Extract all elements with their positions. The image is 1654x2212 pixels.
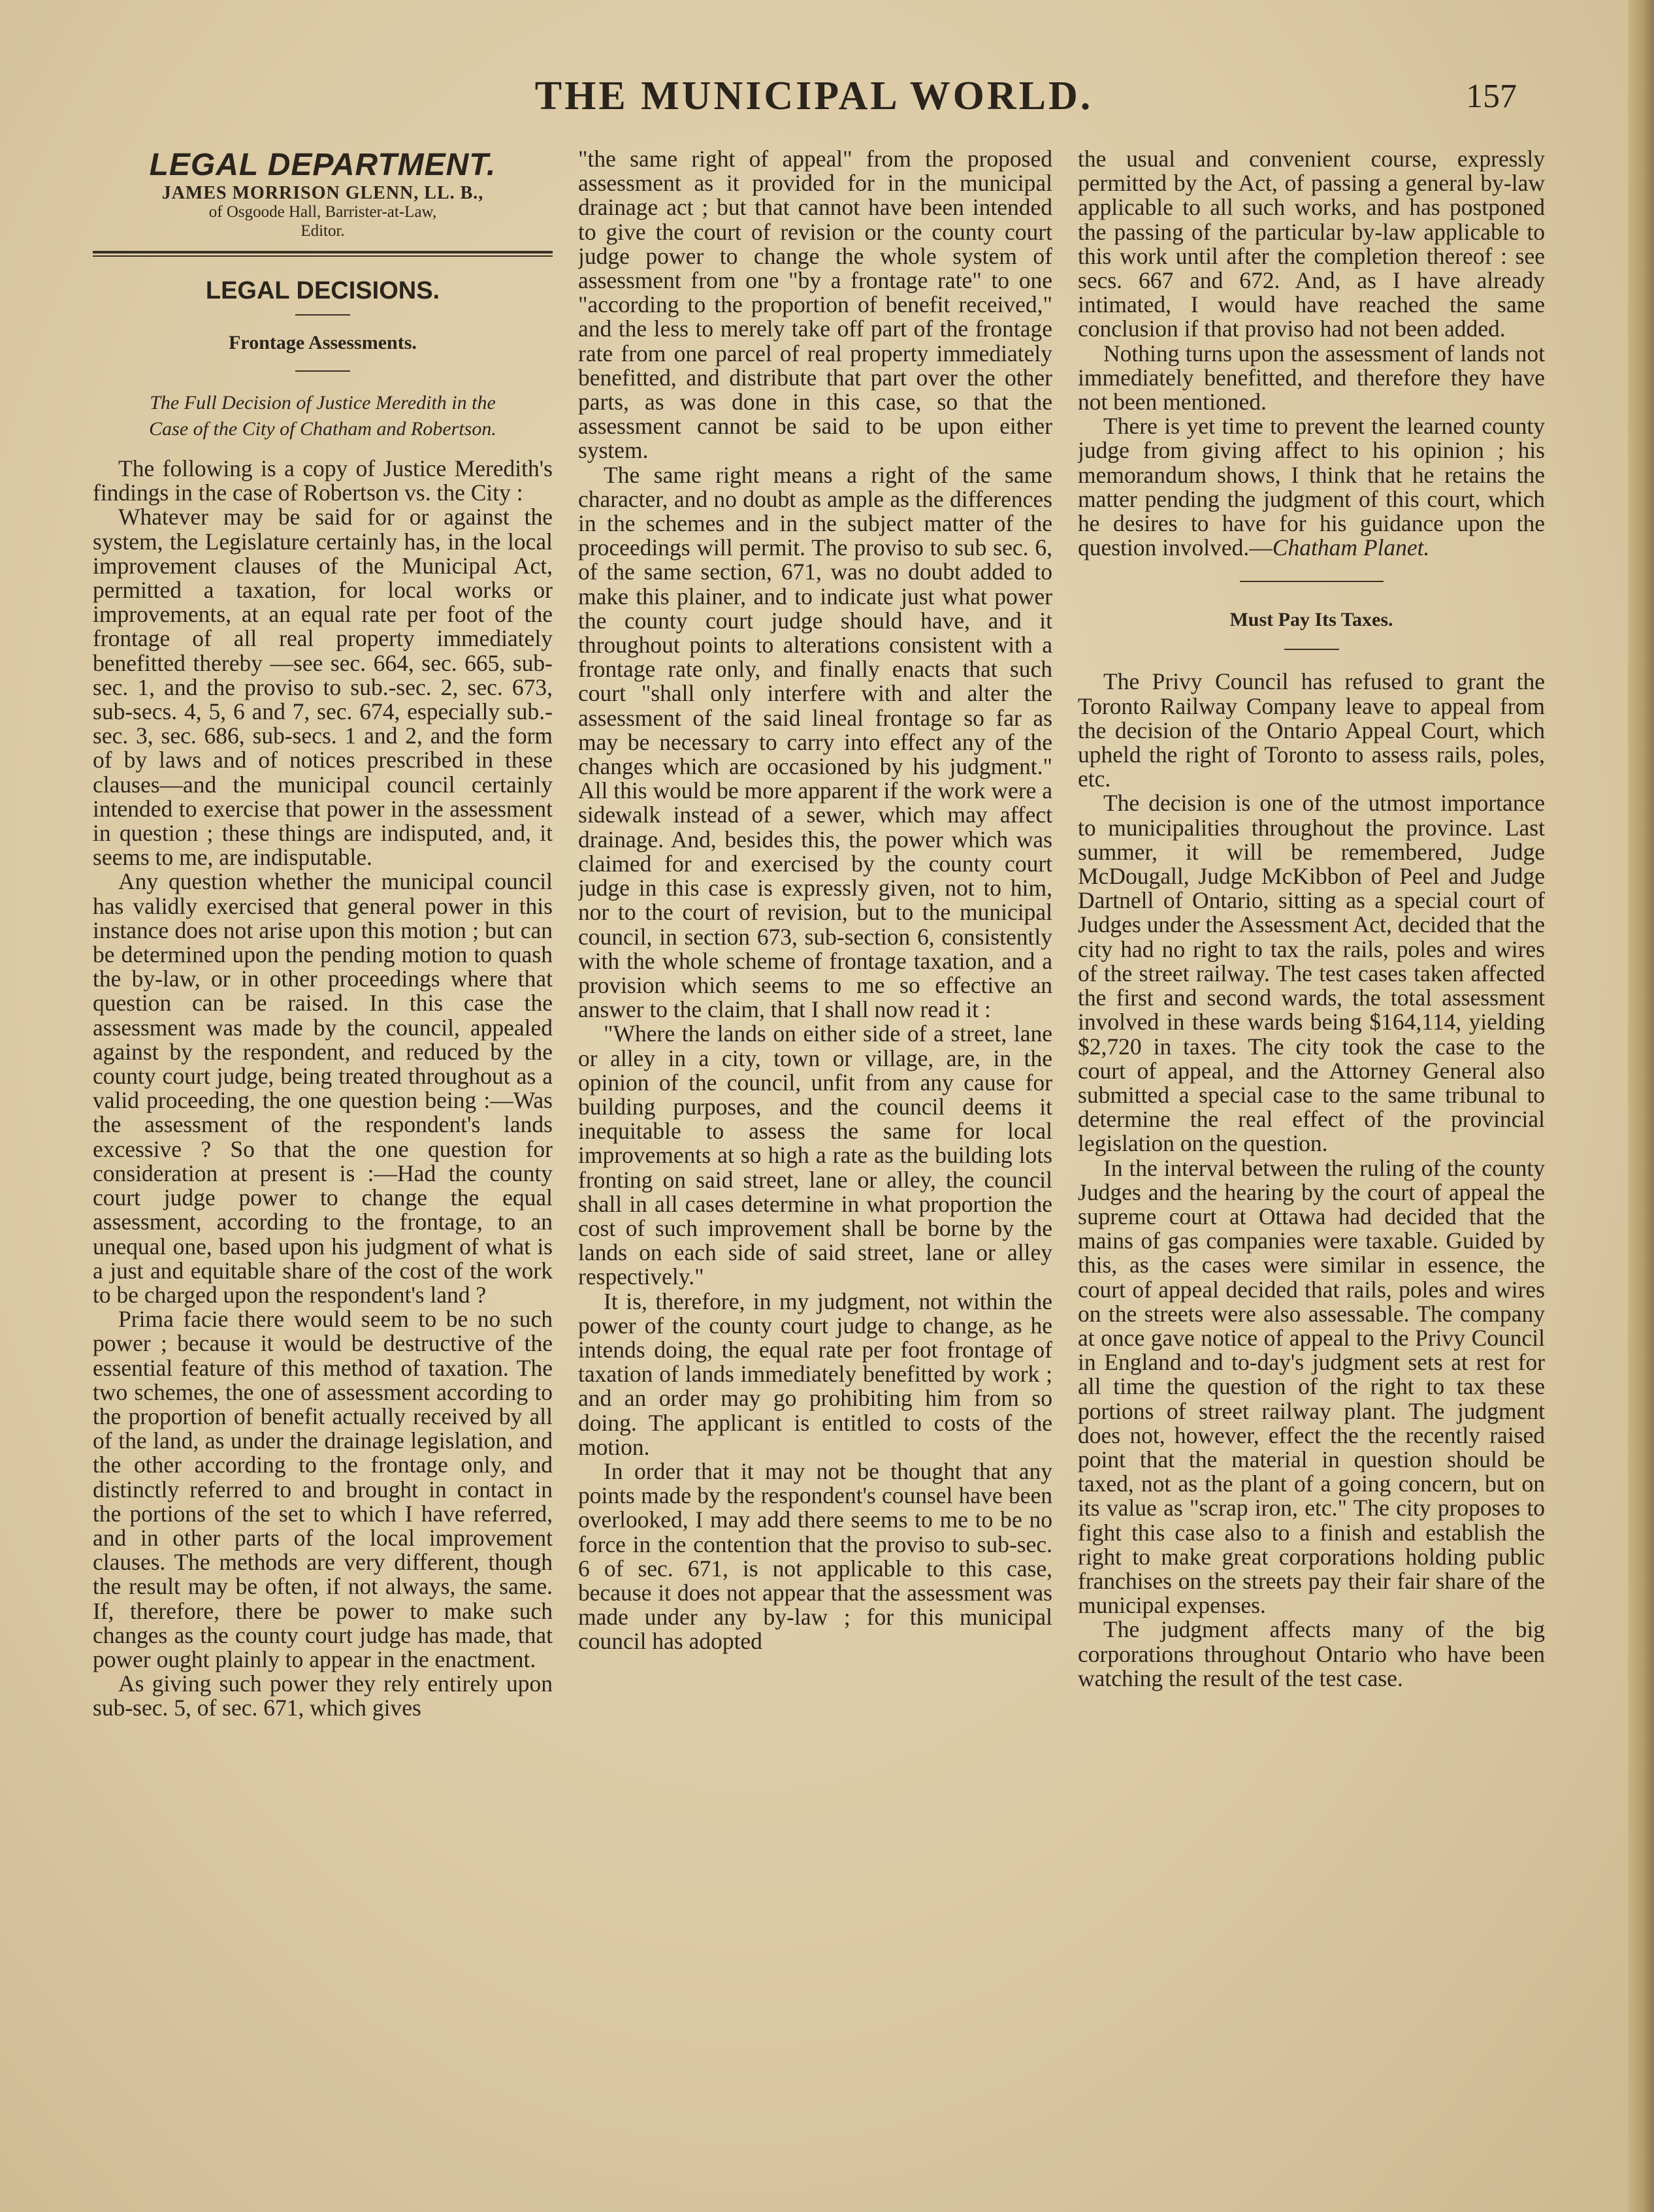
- paragraph: In the interval between the ruling of the county Judges and the hearing by the court of appeal the supreme court at Ottawa had decided that the mains of gas companies were taxable. Guided by this, as the cases were similar in essence, the court of appeal decided that rails, poles and wires on the streets were also assessable. The company at once gave notice of appeal to the Privy Council in England and to-day's judgment sets at rest for all time the question of the right to tax these portions of street railway plant. The judgment does not, however, effect the the recently raised point that the material in question should be taxed, not as the plant of a going concern, but on its value as "scrap iron, etc." The city proposes to fight this case also to a finish and establish the right to make great corporations holding public franchises on the streets pay their fair share of the municipal expenses.: [1078, 1154, 1545, 1619]
- running-head: [0, 73, 1628, 125]
- page-spine-edge: [1628, 0, 1654, 2212]
- paragraph: the usual and convenient course, expressly permitted by the Act, of passing a general by-law applicable to all such works, and has postponed the passing of the particular by-law applicable to this work until after the completion thereof : see secs. 667 and 672. And, as I have already intimated, I would have reached the same conclusion if that proviso had not been added.: [1078, 147, 1545, 342]
- source-credit: Chatham Planet.: [1272, 534, 1430, 561]
- paragraph-text: There is yet time to prevent the learned county judge from giving affect to his opinion ; his memorandum shows, I think that he retains the matter pending the judgment of this court, which he desires to have for his guidance upon the question involved.—: [1078, 413, 1545, 561]
- double-rule-divider: [93, 251, 553, 257]
- paragraph: The judgment affects many of the big corporations throughout Ontario who have been watching the result of the test case.: [1078, 1616, 1545, 1691]
- paragraph: Prima facie there would seem to be no such power ; because it would be destructive of the essential feature of this method of taxation. The two schemes, the one of assessment according to the proportion of benefit actually received by all of the land, as under the drainage legislation, and the other according to the frontage only, and distinctly referred to and brought in contact in the portions of the set to which I have referred, and in other parts of the local improvement clauses. The methods are very different, though the result may be often, if not always, the same. If, therefore, there be power to make such changes as the county court judge has made, that power ought plainly to appear in the enactment.: [93, 1306, 553, 1672]
- paragraph: "the same right of appeal" from the proposed assessment as it provided for in the municipal drainage act ; but that cannot have been intended to give the court of revision or the county court judge power to change the whole system of assessment from one "by a frontage rate" to one "according to the proportion of benefit received," and the less to merely take off part of the frontage rate from one parcel of real property immediately benefitted, and distribute that part over the other parts, as was done in this case, so that the assessment cannot be said to be upon either system.: [578, 147, 1052, 464]
- article-deck-line: The Full Decision of Justice Meredith in the: [150, 392, 496, 414]
- paragraph: In order that it may not be thought that any points made by the respondent's counsel have been overlooked, I may add there seems to me to be no force in the contention that the proviso to sub-sec. 6 of sec. 671, is not applicable to this case, because it does not appear that the assessment was made under any by-law ; for this municipal council has adopted: [578, 1457, 1052, 1655]
- rule-divider: [1240, 581, 1384, 582]
- article-subhead: Must Pay Its Taxes.: [1229, 609, 1393, 631]
- paragraph: The following is a copy of Justice Meredith's findings in the case of Robertson vs. the City :: [93, 455, 553, 506]
- editor-affiliation: of Osgoode Hall, Barrister-at-Law,: [208, 203, 437, 221]
- section-title: LEGAL DECISIONS.: [205, 277, 440, 304]
- column-2: [578, 147, 1052, 2153]
- paragraph: Nothing turns upon the assessment of lands not immediately benefitted, and therefore they have not been mentioned.: [1078, 340, 1545, 415]
- short-rule: [295, 370, 350, 372]
- journal-title: THE MUNICIPAL WORLD.: [534, 74, 1094, 118]
- department-title: LEGAL DEPARTMENT.: [149, 148, 496, 182]
- editor-name: JAMES MORRISON GLENN, LL. B.,: [161, 183, 484, 203]
- article-deck-line: Case of the City of Chatham and Robertson.: [149, 418, 496, 440]
- article-subhead: Frontage Assessments.: [229, 332, 417, 353]
- paragraph: Whatever may be said for or against the system, the Legislature certainly has, in the local improvement clauses of the Municipal Act, permitted a taxation, for local works or improvements, at an equal rate per foot of the frontage of all real property immediately benefitted thereby —see sec. 664, sec. 665, sub-sec. 1, and the proviso to sub.-sec. 2, sec. 673, sub-secs. 4, 5, 6 and 7, sec. 674, especially sub.-sec. 3, sec. 686, sub-secs. 1 and 2, and the form of by laws and of notices prescribed in these clauses—and the municipal council certainly intended to exercise that power in the assessment in question ; these things are indisputed, and, it seems to me, are indisputable.: [93, 504, 553, 871]
- paragraph: [1078, 414, 1545, 560]
- column-1: [93, 147, 553, 2153]
- paragraph: As giving such power they rely entirely upon sub-sec. 5, of sec. 671, which gives: [93, 1670, 553, 1721]
- paragraph: "Where the lands on either side of a street, lane or alley in a city, town or village, are, in the opinion of the council, unfit from any cause for building purposes, and the council deems it inequitable to assess the same for local improvements at so high a rate as the building lots fronting on said street, lane or alley, the council shall in all cases determine in what proportion the cost of such improvement shall be borne by the lands on each side of said street, lane or alley respectively.": [578, 1020, 1052, 1290]
- short-rule: [295, 314, 350, 316]
- short-rule: [1284, 649, 1339, 650]
- paragraph: The same right means a right of the same character, and no doubt as ample as the differences in the schemes and in the subject matter of the proceedings will permit. The proviso to sub sec. 6, of the same section, 671, was no doubt added to make this plainer, and to indicate just what power the county court judge should have, and it throughout points to alterations consistent with a frontage rate only, and finally enacts that such court "shall only interfere with and alter the assessment of the said lineal frontage so far as may be necessary to carry into effect any of the changes which are occasioned by his judgment." All this would be more apparent if the work were a sidewalk instead of a sewer, which may affect drainage. And, besides this, the power which was claimed for and exercised by the county court judge in this case is expressly given, not to him, nor to the court of revision, but to the municipal council, in section 673, sub-section 6, consistently with the whole scheme of frontage taxation, and a provision which seems to me so effective an answer to the claim, that I shall now read it :: [578, 461, 1052, 1023]
- paragraph: It is, therefore, in my judgment, not within the power of the county court judge to change, as he intends doing, the equal rate per foot frontage of taxation of lands immediately benefitted by work ; and an order may go prohibiting him from so doing. The applicant is entitled to costs of the motion.: [578, 1288, 1052, 1460]
- editor-role: Editor.: [300, 222, 345, 240]
- editor-credit: [93, 184, 553, 240]
- page-number: 157: [1466, 78, 1517, 115]
- column-3: [1078, 147, 1545, 2153]
- paragraph: Any question whether the municipal council has validly exercised that general power in this instance does not arise upon this motion ; but can be determined upon the pending motion to quash the by-law, or in other proceedings where that question can be raised. In this case the assessment was made by the council, appealed against by the respondent, and reduced by the county court judge, being treated throughout as a valid proceeding, the one question being :—Was the assessment of the respondent's lands excessive ? So that the one question for consideration at present is :—Had the county court judge power to change the equal assessment, according to the frontage, to an unequal one, based upon his judgment of what is a just and equitable share of the cost of the work to be charged upon the respondent's land ?: [93, 868, 553, 1308]
- paragraph: The decision is one of the utmost importance to municipalities throughout the province. Last summer, it will be remembered, Judge McDougall, Judge McKibbon of Peel and Judge Dartnell of Ontario, sitting as a special court of Judges under the Assessment Act, decided that the city had no right to tax the rails, poles and wires of the street railway. The test cases taken affected the first and second wards, the total assessment involved in these wards being $164,114, yielding $2,720 in taxes. The city took the case to the court of appeal, and the Attorney General also submitted a special case to the same tribunal to determine the real effect of the provincial legislation on the question.: [1078, 790, 1545, 1157]
- paragraph: The Privy Council has refused to grant the Toronto Railway Company leave to appeal from the decision of the Ontario Appeal Court, which upheld the right of Toronto to assess rails, poles, etc.: [1078, 668, 1545, 792]
- article-deck: [93, 390, 553, 442]
